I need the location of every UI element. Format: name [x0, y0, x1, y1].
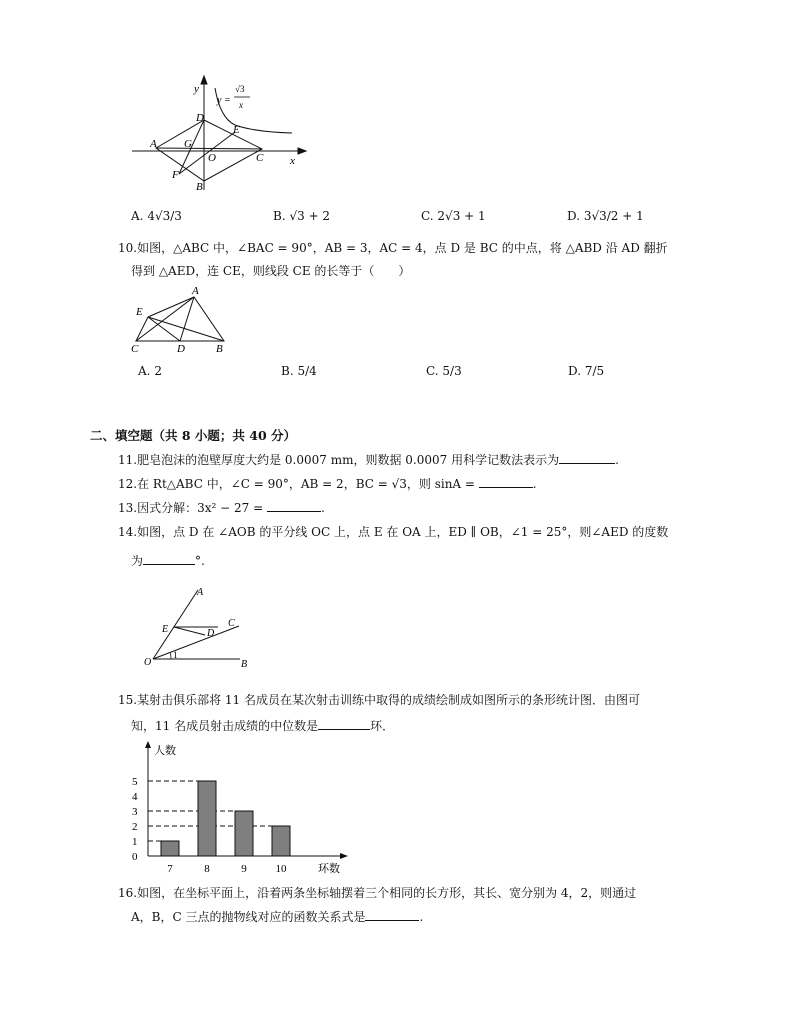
eq-num: √3: [235, 84, 245, 94]
y-label: y: [194, 83, 199, 95]
eq-lhs: y =: [217, 95, 231, 106]
q9-option-c: C. 2√3 + 1: [421, 209, 486, 223]
y-tick-label: 4: [132, 791, 138, 803]
q10-option-a: A. 2: [138, 364, 162, 378]
point-A: A: [150, 138, 157, 150]
x-tick-label: 7: [167, 863, 173, 875]
q10-point-C: C: [131, 343, 139, 355]
q15-line2: 知，11 名成员射击成绩的中位数是 环．: [131, 719, 395, 733]
bar-10: [272, 826, 290, 856]
y-tick-label: 3: [132, 806, 138, 818]
q10-point-B: B: [216, 343, 223, 355]
section-heading: 二、填空题（共 8 小题；共 40 分）: [90, 428, 297, 443]
x-tick-label: 10: [275, 863, 287, 875]
q10-option-d: D. 7/5: [568, 364, 605, 378]
q14-point-D: D: [207, 628, 215, 639]
q14-point-O: O: [144, 657, 152, 668]
q14-point-E: E: [162, 624, 169, 635]
bar-8: [198, 781, 216, 856]
q9-option-a: A. 4√3/3: [131, 209, 182, 223]
q10-option-b: B. 5/4: [281, 364, 317, 378]
y-tick-label: 1: [132, 836, 138, 848]
x-tick-label: 9: [241, 863, 247, 875]
bar-chart: [126, 738, 356, 878]
q12-answer-blank[interactable]: [479, 476, 533, 488]
q10-point-E: E: [136, 306, 143, 318]
q14-angle-1: 1: [173, 650, 178, 660]
q12: 12.在 Rt△ABC 中，∠C = 90°，AB = 2，BC = √3，则 sinA = .: [118, 477, 537, 491]
q15-line1: 15.某射击俱乐部将 11 名成员在某次射击训练中取得的成绩绘制成如图所示的条形统计图．由图可: [118, 693, 640, 707]
q11-answer-blank[interactable]: [559, 452, 615, 464]
q10-point-A: A: [192, 285, 199, 297]
q10-line1: 10.如图，△ABC 中，∠BAC = 90°，AB = 3，AC = 4，点 D 是 BC 的中点，将 △ABD 沿 AD 翻折: [118, 241, 668, 255]
point-B: B: [196, 181, 203, 193]
point-G: G: [184, 138, 192, 150]
q14-line1: 14.如图，点 D 在 ∠AOB 的平分线 OC 上，点 E 在 OA 上，ED ∥ OB，∠1 = 25°，则∠AED 的度数: [118, 525, 669, 539]
eq-den: x: [239, 100, 243, 110]
bar-9: [235, 811, 253, 856]
q9-option-d: D. 3√3/2 + 1: [567, 209, 644, 223]
q10-point-D: D: [177, 343, 185, 355]
y-tick-label: 0: [132, 851, 138, 863]
q15-answer-blank[interactable]: [318, 718, 370, 730]
x-tick-label: 8: [204, 863, 210, 875]
bar-7: [161, 841, 179, 856]
point-O: O: [208, 152, 216, 164]
q14-point-B: B: [241, 659, 248, 670]
q14-point-A: A: [197, 587, 204, 598]
y-tick-label: 5: [132, 776, 138, 788]
q9-figure: [120, 70, 320, 195]
q16-line2: A，B，C 三点的抛物线对应的函数关系式是 .: [131, 910, 424, 924]
q13-answer-blank[interactable]: [267, 500, 321, 512]
q14-point-C: C: [228, 618, 235, 629]
q10-line2: 得到 △AED，连 CE，则线段 CE 的长等于（ ）: [131, 264, 411, 278]
q16-line1: 16.如图，在坐标平面上，沿着两条坐标轴摆着三个相同的长方形，其长、宽分别为 4，2，则通过: [118, 886, 637, 900]
point-C: C: [256, 152, 264, 164]
q13: 13.因式分解：3x² − 27 = .: [118, 501, 325, 515]
q14-line2: 为 °.: [131, 554, 205, 568]
point-F: F: [172, 169, 179, 181]
q10-option-c: C. 5/3: [426, 364, 462, 378]
q16-answer-blank[interactable]: [365, 909, 419, 921]
point-E: E: [233, 124, 240, 136]
x-label: x: [290, 155, 295, 167]
point-D: D: [196, 112, 204, 124]
q10-figure: [128, 285, 238, 355]
q11: 11.肥皂泡沫的泡壁厚度大约是 0.0007 mm，则数据 0.0007 用科学记数法表示为 .: [118, 453, 619, 467]
q9-option-b: B. √3 + 2: [273, 209, 331, 223]
q14-answer-blank[interactable]: [143, 553, 195, 565]
y-tick-label: 2: [132, 821, 138, 833]
q14-figure: [140, 584, 255, 672]
chart-xlabel: 环数: [318, 863, 340, 875]
chart-ylabel: 人数: [154, 745, 176, 757]
